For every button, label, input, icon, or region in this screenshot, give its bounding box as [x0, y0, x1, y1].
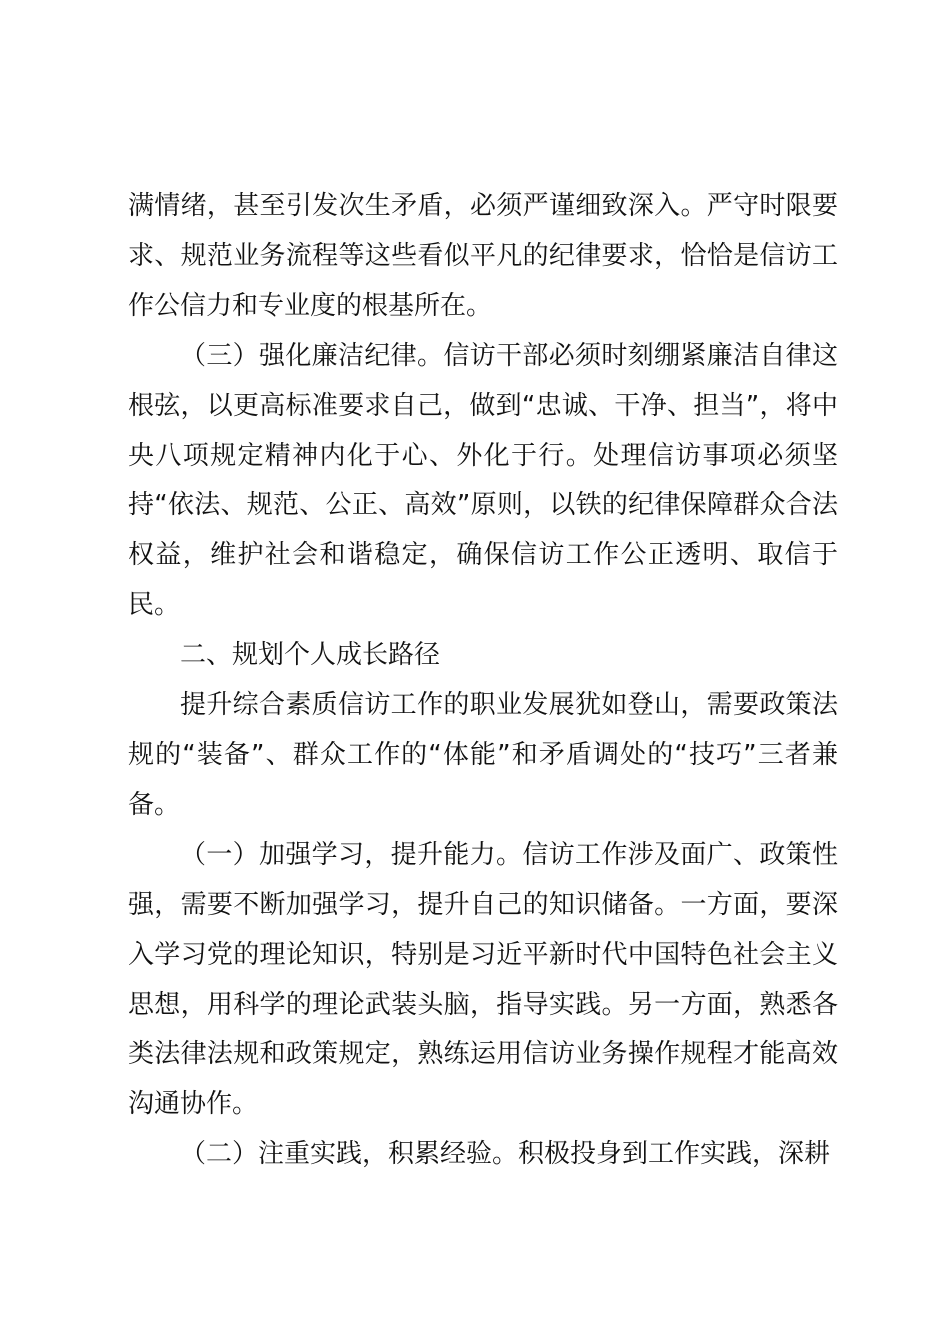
paragraph-intro: 提升综合素质信访工作的职业发展犹如登山，需要政策法规的“装备”、群众工作的“体能”和矛盾调处的“技巧”三者兼备。: [128, 690, 838, 820]
document-body: [128, 182, 838, 1180]
paragraph-subsection-1: （一）加强学习，提升能力。信访工作涉及面广、政策性强，需要不断加强学习，提升自己的知识储备。一方面，要深入学习党的理论知识，特别是习近平新时代中国特色社会主义思想，用科学的理论武装头脑，指导实践。另一方面，熟悉各类法律法规和政策规定，熟练运用信访业务操作规程才能高效沟通协作。: [128, 839, 838, 1120]
paragraph-section-3: （三）强化廉洁纪律。信访干部必须时刻绷紧廉洁自律这根弦，以更高标准要求自己，做到“忠诚、干净、担当”，将中央八项规定精神内化于心、外化于行。处理信访事项必须坚持“依法、规范、公正、高效”原则，以铁的纪律保障群众合法权益，维护社会和谐稳定，确保信访工作公正透明、取信于民。: [128, 340, 838, 621]
paragraph-continuation: 满情绪，甚至引发次生矛盾，必须严谨细致深入。严守时限要求、规范业务流程等这些看似平凡的纪律要求，恰恰是信访工作公信力和专业度的根基所在。: [128, 191, 838, 321]
section-heading-2: 二、规划个人成长路径: [180, 640, 441, 671]
paragraph-subsection-2: （二）注重实践，积累经验。积极投身到工作实践，深耕: [180, 1139, 831, 1170]
